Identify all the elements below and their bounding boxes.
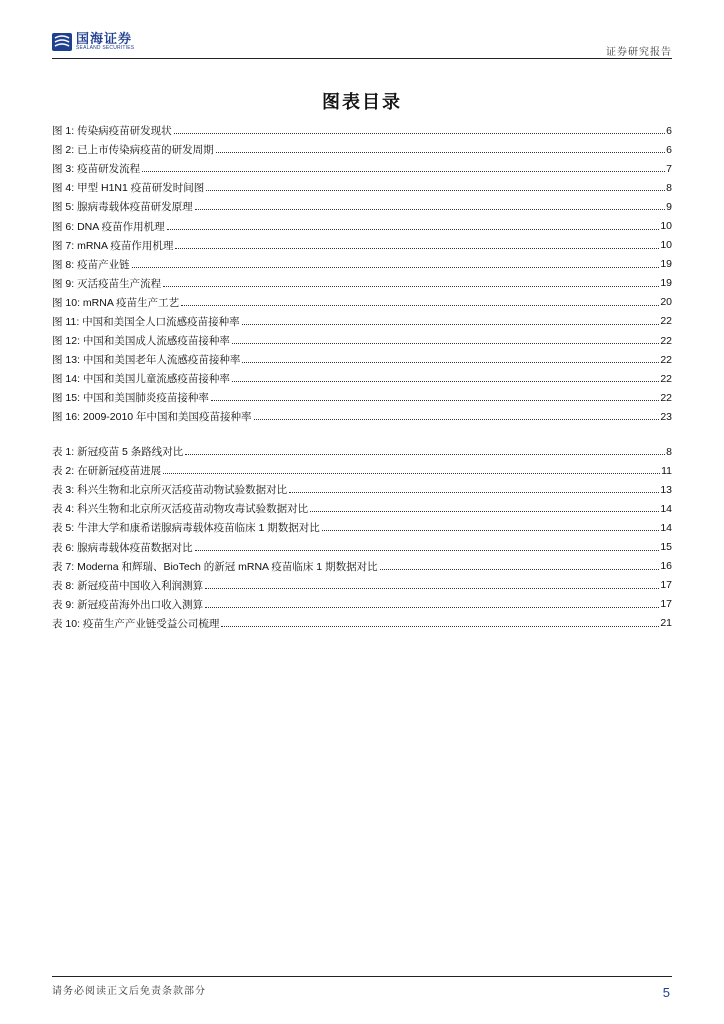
table-toc-row[interactable] [52,480,672,499]
dot-leader [174,133,666,134]
logo-english-name: SEALAND SECURITIES [76,45,135,51]
table-toc-row[interactable] [52,518,672,537]
toc-entry-label: 表 3: 科兴生物和北京所灭活疫苗动物试验数据对比 [52,484,288,497]
dot-leader [289,492,659,493]
figure-toc-row[interactable] [52,178,672,197]
dot-leader [205,607,659,608]
figure-toc-row[interactable] [52,197,672,216]
toc-entry-label: 图 15: 中国和美国肺炎疫苗接种率 [52,392,209,405]
toc-entry-page: 14 [660,502,672,515]
page-header [52,30,672,59]
dot-leader [211,400,659,401]
toc-entry-label: 图 12: 中国和美国成人流感疫苗接种率 [52,335,230,348]
toc-entry-label: 表 8: 新冠疫苗中国收入利润测算 [52,579,204,592]
toc-entry-label: 图 8: 疫苗产业链 [52,258,130,271]
dot-leader [195,209,666,210]
page-title: 图表目录 [322,92,402,113]
toc-entry-page: 14 [660,521,672,534]
company-logo [52,32,134,51]
figure-toc-row[interactable] [52,140,672,159]
toc-entry-label: 图 1: 传染病疫苗研发现状 [52,125,172,138]
dot-leader [380,569,660,570]
page-footer [52,976,672,1007]
dot-leader [205,588,659,589]
dot-leader [232,381,659,382]
toc-entry-page: 7 [666,162,672,175]
dot-leader [242,324,660,325]
toc-entry-label: 表 9: 新冠疫苗海外出口收入测算 [52,598,204,611]
toc-entry-label: 表 5: 牛津大学和康希诺腺病毒载体疫苗临床 1 期数据对比 [52,522,320,535]
toc-entry-label: 图 9: 灭活疫苗生产流程 [52,277,162,290]
table-toc-row[interactable] [52,557,672,576]
dot-leader [142,171,665,172]
toc-entry-page: 10 [660,239,672,252]
toc-entry-page: 23 [660,410,672,423]
report-type-label: 证券研究报告 [606,47,672,58]
dot-leader [206,190,665,191]
toc-entry-label: 表 1: 新冠疫苗 5 条路线对比 [52,446,184,459]
toc-entry-label: 图 11: 中国和美国全人口流感疫苗接种率 [52,315,240,328]
toc-entry-label: 表 6: 腺病毒载体疫苗数据对比 [52,541,193,554]
table-toc-row[interactable] [52,614,672,633]
table-toc-row[interactable] [52,537,672,556]
toc-entry-page: 21 [660,617,672,630]
figure-toc-row[interactable] [52,274,672,293]
dot-leader [163,473,660,474]
dot-leader [216,152,666,153]
dot-leader [132,267,660,268]
figure-toc-row[interactable] [52,216,672,235]
toc-entry-page: 20 [660,296,672,309]
toc-entry-label: 图 10: mRNA 疫苗生产工艺 [52,296,180,309]
toc-entry-page: 9 [666,200,672,213]
logo-chinese-name: 国海证券 [76,31,133,46]
figure-toc-row[interactable] [52,331,672,350]
toc-entry-label: 表 4: 科兴生物和北京所灭活疫苗动物攻毒试验数据对比 [52,503,309,516]
figure-toc-row[interactable] [52,312,672,331]
dot-leader [175,248,659,249]
dot-leader [221,626,659,627]
toc-entry-label: 图 2: 已上市传染病疫苗的研发周期 [52,144,214,157]
table-toc-row[interactable] [52,595,672,614]
toc-entry-page: 19 [660,277,672,290]
toc-entry-page: 10 [660,220,672,233]
dot-leader [310,511,659,512]
toc-entry-label: 表 2: 在研新冠疫苗进展 [52,465,162,478]
figure-toc-row[interactable] [52,121,672,140]
toc-entry-page: 8 [666,181,672,194]
toc-entry-label: 图 6: DNA 疫苗作用机理 [52,220,165,233]
sealand-logo-icon [52,33,72,51]
figure-list [52,121,672,427]
figure-toc-row[interactable] [52,407,672,426]
figure-toc-row[interactable] [52,388,672,407]
dot-leader [242,362,659,363]
toc-entry-page: 6 [666,124,672,137]
toc-entry-page: 8 [666,445,672,458]
dot-leader [195,550,660,551]
figure-toc-row[interactable] [52,350,672,369]
figure-toc-row[interactable] [52,293,672,312]
dot-leader [185,454,665,455]
toc-entry-page: 6 [666,143,672,156]
dot-leader [232,343,659,344]
table-toc-row[interactable] [52,461,672,480]
table-toc-row[interactable] [52,499,672,518]
toc-entry-page: 22 [660,334,672,347]
toc-entry-label: 图 7: mRNA 疫苗作用机理 [52,239,174,252]
table-toc-row[interactable] [52,442,672,461]
page-number: 5 [662,985,670,1000]
toc-entry-label: 表 7: Moderna 和辉瑞、BioTech 的新冠 mRNA 疫苗临床 1 期数据对比 [52,560,378,573]
toc-entry-page: 22 [660,391,672,404]
toc-entry-page: 22 [660,353,672,366]
toc-entry-page: 16 [660,560,672,573]
dot-leader [181,305,659,306]
toc-entry-label: 图 4: 甲型 H1N1 疫苗研发时间图 [52,182,205,195]
toc-entry-label: 图 3: 疫苗研发流程 [52,163,141,176]
toc-entry-page: 11 [661,464,672,477]
toc-entry-page: 19 [660,258,672,271]
figure-toc-row[interactable] [52,255,672,274]
toc-entry-label: 图 16: 2009-2010 年中国和美国疫苗接种率 [52,411,252,424]
toc-entry-label: 图 13: 中国和美国老年人流感疫苗接种率 [52,354,241,367]
dot-leader [322,530,660,531]
toc-entry-page: 13 [660,483,672,496]
table-list [52,442,672,633]
dot-leader [167,229,660,230]
toc-entry-page: 17 [660,579,672,592]
toc-entry-label: 图 5: 腺病毒载体疫苗研发原理 [52,201,193,214]
toc-entry-page: 22 [660,315,672,328]
figure-toc-row[interactable] [52,159,672,178]
disclaimer-note: 请务必阅读正文后免责条款部分 [52,986,206,997]
toc-entry-label: 图 14: 中国和美国儿童流感疫苗接种率 [52,373,230,386]
table-toc-row[interactable] [52,576,672,595]
toc-entry-page: 22 [660,372,672,385]
dot-leader [254,419,660,420]
figure-toc-row[interactable] [52,236,672,255]
dot-leader [163,286,659,287]
figure-toc-row[interactable] [52,369,672,388]
toc-entry-page: 17 [660,598,672,611]
toc-entry-label: 表 10: 疫苗生产产业链受益公司梳理 [52,617,220,630]
toc-entry-page: 15 [660,541,672,554]
